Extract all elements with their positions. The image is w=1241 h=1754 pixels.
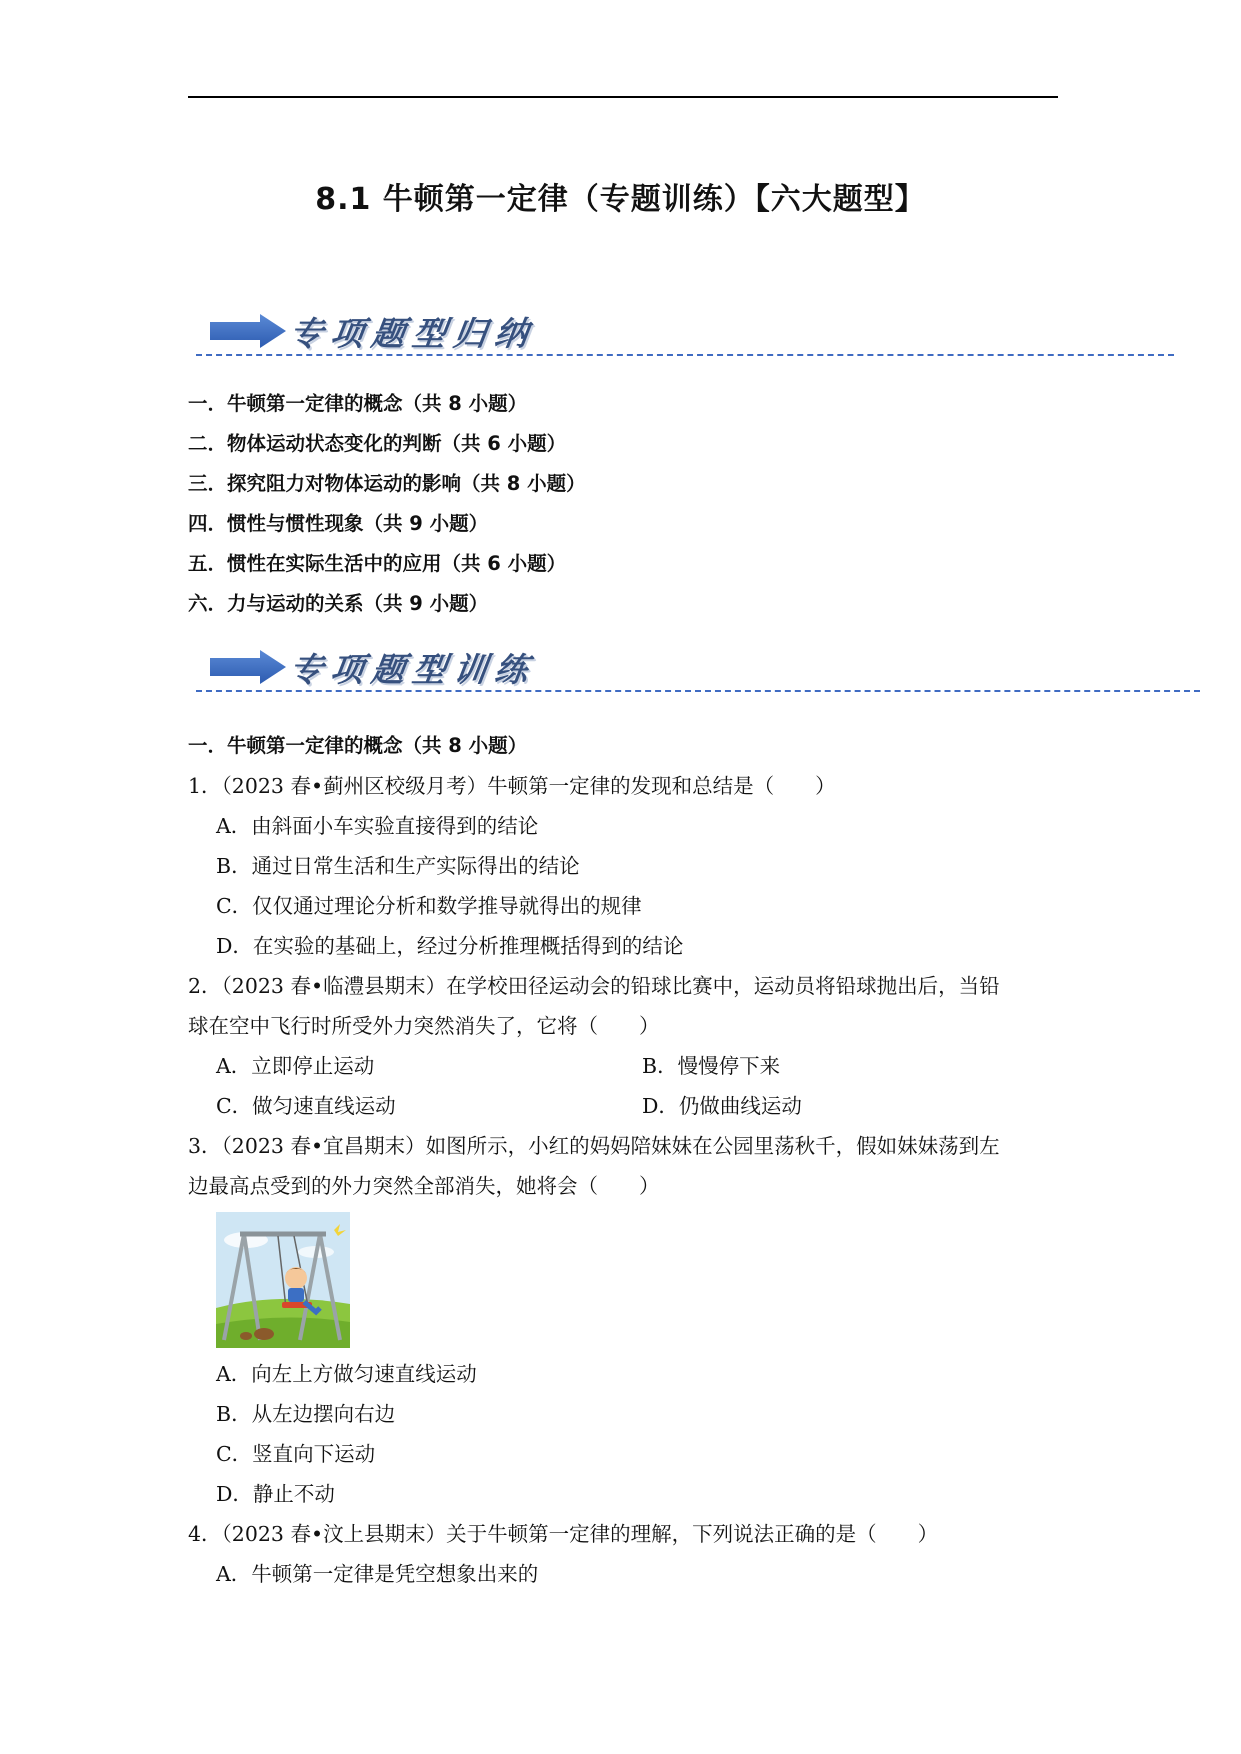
option-row <box>188 1086 1068 1126</box>
banner-label: 专项题型归纳 <box>286 314 539 353</box>
topic-item: 四．惯性与惯性现象（共 9 小题） <box>188 512 489 535</box>
answer-option: A．立即停止运动 <box>216 1054 375 1078</box>
banner-divider <box>196 354 1174 356</box>
answer-option: D．仍做曲线运动 <box>642 1094 802 1118</box>
answer-option: B．通过日常生活和生产实际得出的结论 <box>216 854 580 878</box>
answer-option: B．慢慢停下来 <box>642 1054 781 1078</box>
swing-illustration <box>216 1212 350 1348</box>
topic-item: 一．牛顿第一定律的概念（共 8 小题） <box>188 392 528 415</box>
answer-option: A．向左上方做匀速直线运动 <box>216 1362 477 1386</box>
question-stem: 1．（2023 春•蓟州区校级月考）牛顿第一定律的发现和总结是（ ） <box>188 774 836 798</box>
question-stem: 4．（2023 春•汶上县期末）关于牛顿第一定律的理解，下列说法正确的是（ ） <box>188 1522 939 1546</box>
answer-option: A．牛顿第一定律是凭空想象出来的 <box>216 1562 539 1586</box>
question-content <box>188 726 1068 1594</box>
topic-list <box>188 384 586 624</box>
answer-option: D．静止不动 <box>216 1482 335 1506</box>
answer-option: D．在实验的基础上，经过分析推理概括得到的结论 <box>216 934 684 958</box>
page-title: 8.1 牛顿第一定律（专题训练）【六大题型】 <box>315 182 926 217</box>
banner-label: 专项题型训练 <box>286 650 539 689</box>
question-stem-continued: 球在空中飞行时所受外力突然消失了，它将（ ） <box>188 1014 660 1038</box>
question-stem-continued: 边最高点受到的外力突然全部消失，她将会（ ） <box>188 1174 660 1198</box>
arrow-right-icon <box>210 650 286 684</box>
arrow-right-icon <box>210 314 286 348</box>
header-rule <box>188 96 1058 98</box>
topic-item: 三．探究阻力对物体运动的影响（共 8 小题） <box>188 472 586 495</box>
topic-item: 二．物体运动状态变化的判断（共 6 小题） <box>188 432 567 455</box>
question-stem: 3．（2023 春•宜昌期末）如图所示，小红的妈妈陪妹妹在公园里荡秋千，假如妹妹荡到左 <box>188 1134 1000 1158</box>
answer-option: A．由斜面小车实验直接得到的结论 <box>216 814 539 838</box>
topic-item: 六．力与运动的关系（共 9 小题） <box>188 592 489 615</box>
answer-option: C．竖直向下运动 <box>216 1442 376 1466</box>
answer-option: C．仅仅通过理论分析和数学推导就得出的规律 <box>216 894 642 918</box>
question-stem: 2．（2023 春•临澧县期末）在学校田径运动会的铅球比赛中，运动员将铅球抛出后，当铅 <box>188 974 1000 998</box>
option-row <box>188 1046 1068 1086</box>
answer-option: C．做匀速直线运动 <box>216 1094 396 1118</box>
swing-image <box>216 1212 350 1348</box>
section-heading: 一．牛顿第一定律的概念（共 8 小题） <box>188 734 528 757</box>
section-banner-summary <box>190 308 590 358</box>
section-banner-practice <box>190 644 590 694</box>
answer-option: B．从左边摆向右边 <box>216 1402 396 1426</box>
banner-divider <box>196 690 1200 692</box>
topic-item: 五．惯性在实际生活中的应用（共 6 小题） <box>188 552 567 575</box>
